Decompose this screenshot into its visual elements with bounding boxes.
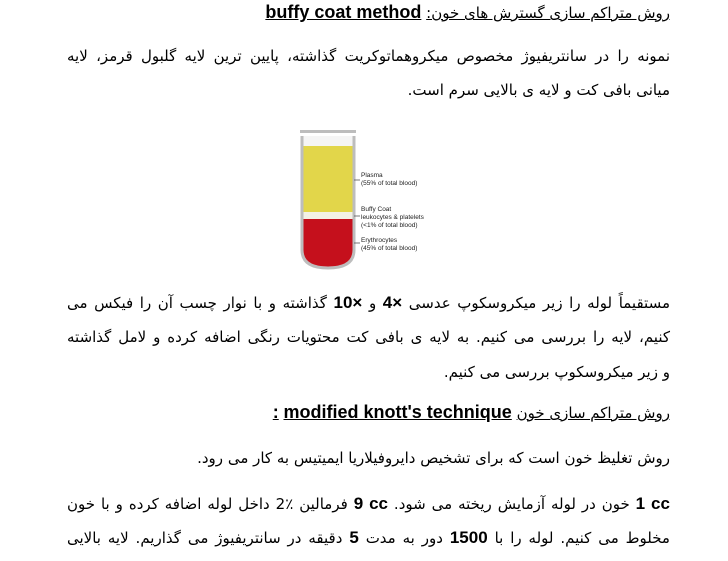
- erythro-label: Erythrocytes: [361, 237, 398, 244]
- section-heading-buffy-coat: [265, 2, 670, 23]
- erythro-percent: (45% of total blood): [361, 245, 418, 252]
- paragraph-line: کنیم، لایه را بررسی می کنیم. به لایه ی بافی کت محتویات رنگی اضافه کرده و لامل گذاشته: [67, 328, 670, 346]
- rpm-value: 1500: [449, 528, 488, 547]
- heading-en: buffy coat method: [265, 2, 422, 22]
- volume-9cc: 9 cc: [353, 494, 388, 513]
- plasma-label: Plasma: [361, 172, 383, 179]
- buffy-contents: leukocytes & platelets: [361, 214, 424, 221]
- heading-fa: روش متراکم سازی خون: [516, 404, 670, 422]
- paragraph-line: نمونه را در سانتریفیوژ مخصوص میکروهماتوکریت گذاشته، پایین ترین لایه گلبول قرمز، لایه: [67, 47, 670, 65]
- paragraph-line: 1 cc خون در لوله آزمایش ریخته می شود. 9 cc فرمالین ٪2 داخل لوله اضافه کرده و با خون: [67, 494, 670, 513]
- formalin-percent: ٪2: [275, 495, 294, 513]
- minutes-value: 5: [349, 528, 359, 547]
- magnification-4x: 4×: [382, 293, 403, 312]
- buffy-label: Buffy Coat: [361, 206, 392, 213]
- volume-1cc: 1 cc: [635, 494, 670, 513]
- heading-suffix: :: [272, 402, 279, 422]
- heading-en: modified knott's technique: [283, 402, 512, 422]
- buffy-coat-layer: [304, 212, 353, 219]
- plasma-percent: (55% of total blood): [361, 180, 418, 187]
- paragraph-line: مستقیماً لوله را زیر میکروسکوپ عدسی 4× و 10× گذاشته و با نوار چسب آن را فیکس می: [67, 293, 670, 312]
- section-heading-knott: [273, 402, 670, 423]
- paragraph-line: میانی بافی کت و لایه ی بالایی سرم است.: [407, 81, 670, 99]
- tube-rim: [300, 130, 356, 133]
- buffy-percent: (<1% of total blood): [361, 222, 418, 229]
- plasma-layer: [304, 146, 353, 214]
- heading-fa: روش متراکم سازی گسترش های خون:: [426, 4, 670, 22]
- paragraph-line: مخلوط می کنیم. لوله را با 1500 دور به مدت 5 دقیقه در سانتریفیوژ می گذاریم. لایه بالایی: [67, 528, 670, 547]
- paragraph-line: و زیر میکروسکوپ بررسی می کنیم.: [443, 363, 670, 381]
- magnification-10x: 10×: [333, 293, 363, 312]
- erythrocyte-layer: [304, 219, 353, 267]
- blood-tube-figure: [290, 122, 450, 272]
- paragraph-line: روش تغلیظ خون است که برای تشخیص دایروفیلاریا ایمیتیس به کار می رود.: [197, 449, 670, 467]
